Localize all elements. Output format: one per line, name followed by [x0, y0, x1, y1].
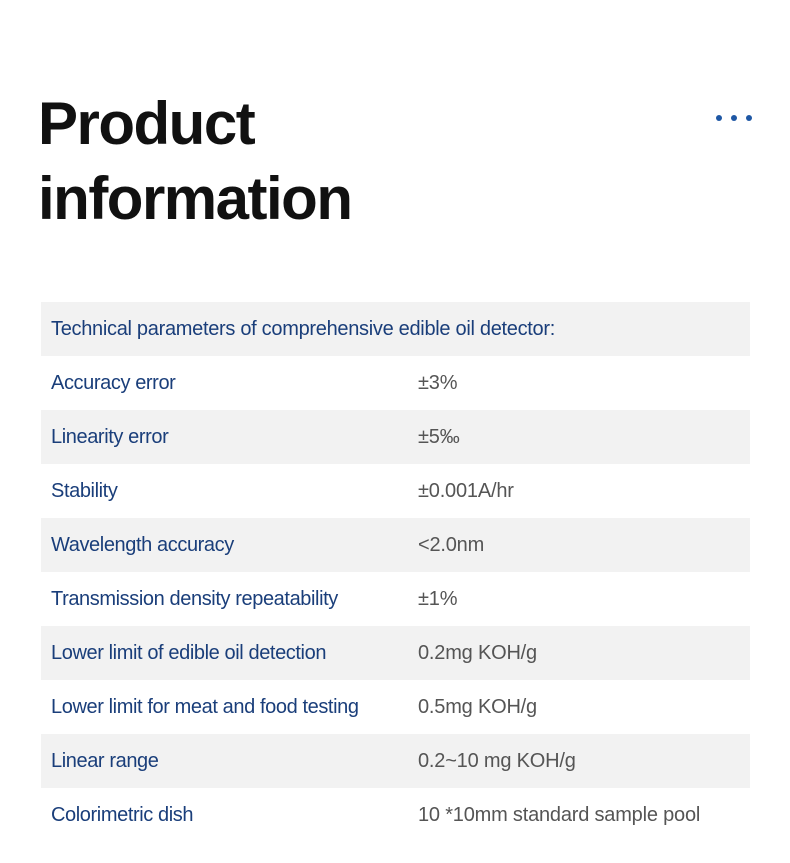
more-dots-icon[interactable]: [716, 112, 752, 124]
spec-label: Lower limit of edible oil detection: [51, 641, 327, 664]
spec-label: Wavelength accuracy: [51, 533, 234, 556]
table-row: [41, 734, 750, 788]
spec-value: ±3%: [418, 371, 458, 394]
dot: [746, 115, 752, 121]
spec-value: ±1%: [418, 587, 458, 610]
table-row: [41, 464, 750, 518]
table-row: [41, 680, 750, 734]
spec-label: Transmission density repeatability: [51, 587, 338, 610]
spec-value: 0.5mg KOH/g: [418, 695, 537, 718]
table-row: [41, 518, 750, 572]
spec-value: 0.2mg KOH/g: [418, 641, 537, 664]
spec-label: Linearity error: [51, 425, 169, 448]
spec-label: Stability: [51, 479, 118, 502]
spec-value: ±5‰: [418, 425, 460, 448]
page-title: [38, 86, 351, 236]
table-row: [41, 572, 750, 626]
table-row: [41, 626, 750, 680]
spec-value: ±0.001A/hr: [418, 479, 514, 502]
table-row: [41, 410, 750, 464]
spec-table: [41, 302, 750, 842]
spec-label: Colorimetric dish: [51, 803, 194, 826]
spec-table-header: Technical parameters of comprehensive edible oil detector:: [41, 302, 750, 356]
spec-label: Lower limit for meat and food testing: [51, 695, 359, 718]
spec-label: Accuracy error: [51, 371, 176, 394]
table-row: [41, 788, 750, 842]
dot: [716, 115, 722, 121]
page-title-line-2: information: [38, 165, 352, 232]
spec-value: <2.0nm: [418, 533, 485, 556]
spec-value: 10 *10mm standard sample pool: [418, 803, 701, 826]
table-row: [41, 356, 750, 410]
page-title-line-1: Product: [38, 90, 255, 157]
dot: [731, 115, 737, 121]
spec-value: 0.2~10 mg KOH/g: [418, 749, 576, 772]
spec-label: Linear range: [51, 749, 159, 772]
